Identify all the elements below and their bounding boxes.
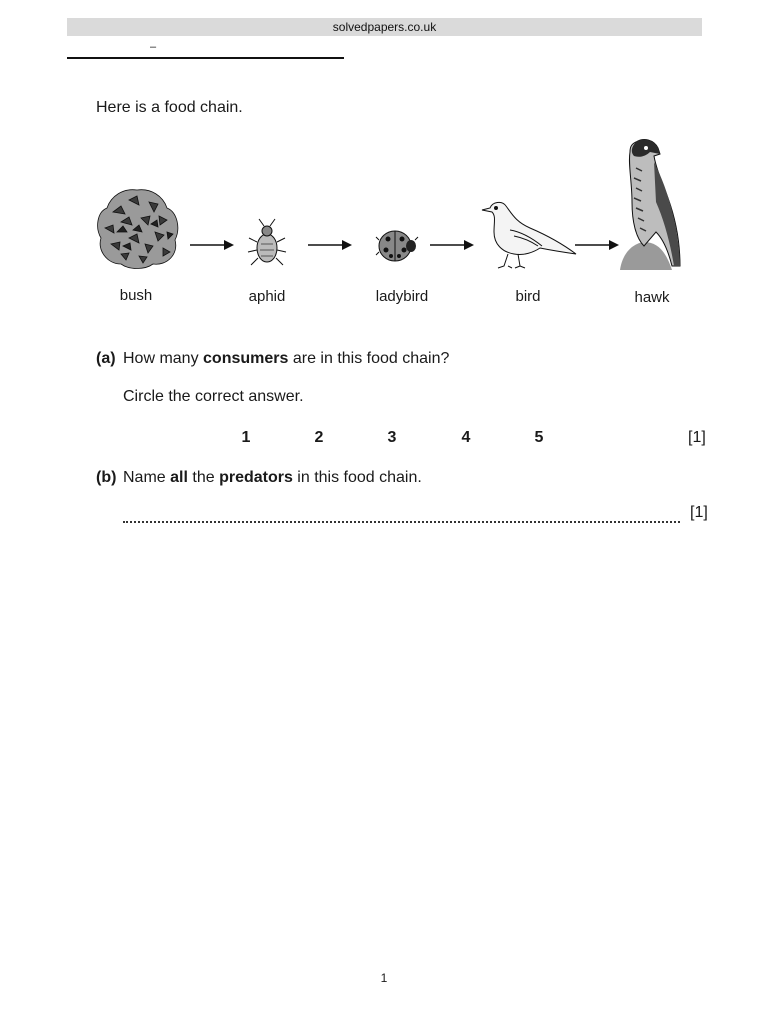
food-chain-label-aphid: aphid bbox=[248, 288, 286, 305]
food-chain-label-hawk: hawk bbox=[634, 289, 670, 306]
bird-icon bbox=[480, 200, 578, 270]
top-rule bbox=[67, 57, 344, 59]
question-a-marks: [1] bbox=[688, 429, 706, 446]
answer-choice-4[interactable]: 4 bbox=[461, 429, 471, 446]
hawk-icon bbox=[614, 138, 686, 270]
arrow-icon bbox=[190, 238, 234, 252]
answer-choice-2[interactable]: 2 bbox=[314, 429, 324, 446]
ladybird-icon bbox=[375, 228, 419, 264]
rule-mark: – bbox=[150, 41, 157, 53]
answer-choice-3[interactable]: 3 bbox=[387, 429, 397, 446]
food-chain-label-ladybird: ladybird bbox=[375, 288, 429, 305]
arrow-icon bbox=[430, 238, 474, 252]
question-a-instruction: Circle the correct answer. bbox=[123, 388, 304, 405]
site-name: solvedpapers.co.uk bbox=[332, 20, 437, 34]
answer-choice-5[interactable]: 5 bbox=[534, 429, 544, 446]
answer-line[interactable] bbox=[123, 513, 680, 523]
question-b-text: Name all the predators in this food chain. bbox=[123, 469, 422, 486]
question-b-marks: [1] bbox=[690, 504, 708, 521]
header-bar bbox=[67, 18, 702, 36]
question-a-label: (a) bbox=[96, 350, 116, 367]
bush-icon bbox=[93, 182, 181, 270]
answer-choice-1[interactable]: 1 bbox=[241, 429, 251, 446]
intro-text: Here is a food chain. bbox=[96, 99, 243, 116]
food-chain-label-bush: bush bbox=[119, 287, 153, 304]
question-a-text: How many consumers are in this food chain? bbox=[123, 350, 450, 367]
arrow-icon bbox=[308, 238, 352, 252]
page-number: 1 bbox=[380, 971, 388, 985]
food-chain-label-bird: bird bbox=[515, 288, 541, 305]
aphid-icon bbox=[247, 218, 287, 268]
arrow-icon bbox=[575, 238, 619, 252]
question-b-label: (b) bbox=[96, 469, 117, 486]
